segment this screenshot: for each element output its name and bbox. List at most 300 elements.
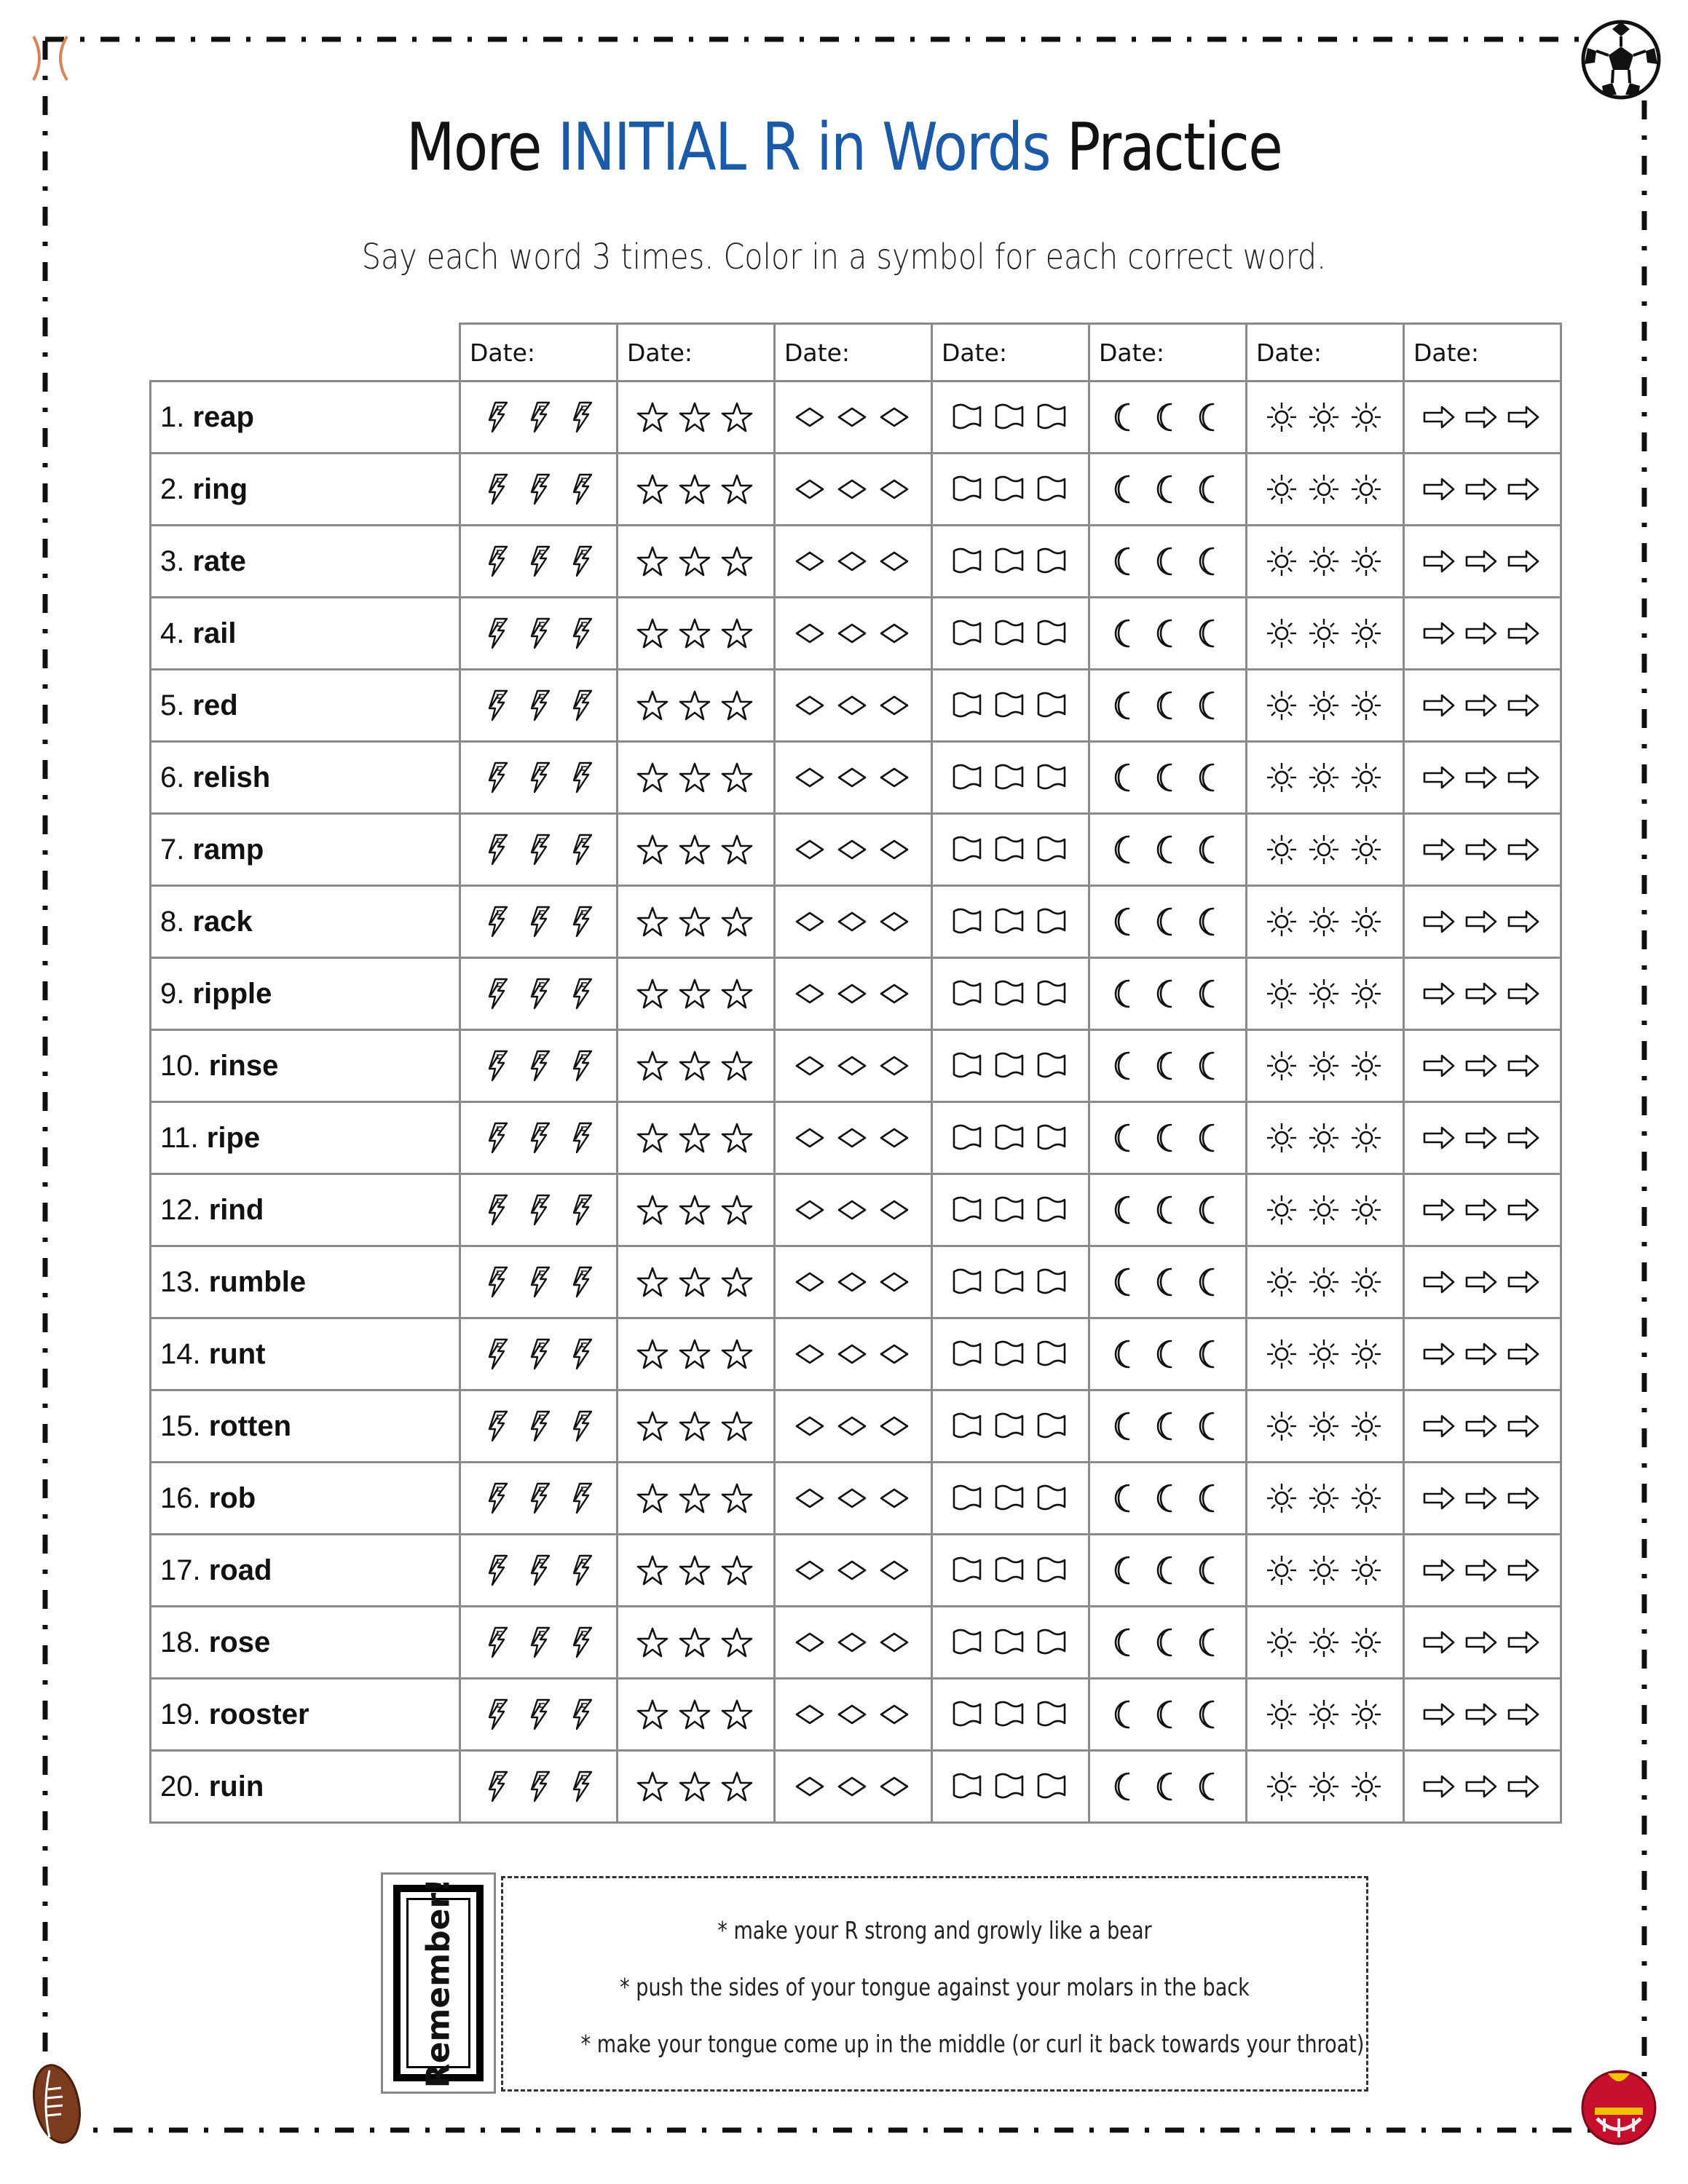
sun-icon[interactable] bbox=[1352, 691, 1381, 720]
lightning-icon[interactable] bbox=[574, 1484, 591, 1513]
arrow-icon[interactable] bbox=[1424, 1416, 1454, 1436]
lightning-icon[interactable] bbox=[532, 1051, 549, 1080]
sun-icon[interactable] bbox=[1309, 619, 1338, 648]
star-icon[interactable] bbox=[638, 1124, 667, 1152]
lightning-icon[interactable] bbox=[532, 1628, 549, 1657]
diamond-icon[interactable] bbox=[839, 697, 865, 714]
diamond-icon[interactable] bbox=[881, 1706, 907, 1723]
flag-icon[interactable] bbox=[996, 1270, 1022, 1293]
moon-icon[interactable] bbox=[1157, 981, 1170, 1007]
moon-icon[interactable] bbox=[1115, 1053, 1128, 1079]
star-icon[interactable] bbox=[722, 1268, 752, 1296]
lightning-icon[interactable] bbox=[574, 1123, 591, 1152]
star-icon[interactable] bbox=[722, 1196, 752, 1224]
arrow-icon[interactable] bbox=[1467, 479, 1496, 499]
moon-icon[interactable] bbox=[1157, 1557, 1170, 1583]
flag-icon[interactable] bbox=[996, 1774, 1022, 1797]
star-icon[interactable] bbox=[638, 1773, 667, 1800]
sun-icon[interactable] bbox=[1309, 691, 1338, 720]
sun-icon[interactable] bbox=[1309, 1772, 1338, 1801]
sun-icon[interactable] bbox=[1267, 1412, 1296, 1441]
sun-icon[interactable] bbox=[1267, 763, 1296, 792]
flag-icon[interactable] bbox=[954, 1414, 980, 1437]
sun-icon[interactable] bbox=[1352, 1340, 1381, 1369]
lightning-icon[interactable] bbox=[532, 835, 549, 864]
star-icon[interactable] bbox=[722, 1629, 752, 1656]
arrow-icon[interactable] bbox=[1509, 1560, 1538, 1580]
flag-icon[interactable] bbox=[1038, 1702, 1065, 1725]
sun-icon[interactable] bbox=[1352, 1267, 1381, 1297]
arrow-icon[interactable] bbox=[1509, 1416, 1538, 1436]
arrow-icon[interactable] bbox=[1467, 1704, 1496, 1725]
flag-icon[interactable] bbox=[954, 1702, 980, 1725]
diamond-icon[interactable] bbox=[839, 480, 865, 498]
lightning-icon[interactable] bbox=[574, 1051, 591, 1080]
diamond-icon[interactable] bbox=[881, 913, 907, 930]
flag-icon[interactable] bbox=[996, 621, 1022, 644]
moon-icon[interactable] bbox=[1199, 764, 1212, 791]
star-icon[interactable] bbox=[638, 1629, 667, 1656]
arrow-icon[interactable] bbox=[1509, 984, 1538, 1004]
sun-icon[interactable] bbox=[1309, 1700, 1338, 1729]
arrow-icon[interactable] bbox=[1424, 407, 1454, 427]
star-icon[interactable] bbox=[680, 908, 709, 935]
moon-icon[interactable] bbox=[1157, 764, 1170, 791]
flag-icon[interactable] bbox=[996, 1558, 1022, 1581]
lightning-icon[interactable] bbox=[532, 979, 549, 1008]
star-icon[interactable] bbox=[680, 1484, 709, 1512]
diamond-icon[interactable] bbox=[797, 1273, 823, 1291]
arrow-icon[interactable] bbox=[1424, 839, 1454, 860]
diamond-icon[interactable] bbox=[839, 913, 865, 930]
moon-icon[interactable] bbox=[1157, 1197, 1170, 1223]
flag-icon[interactable] bbox=[996, 981, 1022, 1005]
arrow-icon[interactable] bbox=[1467, 1560, 1496, 1580]
sun-icon[interactable] bbox=[1267, 1340, 1296, 1369]
diamond-icon[interactable] bbox=[839, 553, 865, 570]
arrow-icon[interactable] bbox=[1467, 551, 1496, 571]
arrow-icon[interactable] bbox=[1467, 1272, 1496, 1292]
arrow-icon[interactable] bbox=[1509, 1488, 1538, 1508]
arrow-icon[interactable] bbox=[1467, 695, 1496, 716]
arrow-icon[interactable] bbox=[1467, 623, 1496, 644]
diamond-icon[interactable] bbox=[797, 1634, 823, 1651]
lightning-icon[interactable] bbox=[532, 1772, 549, 1801]
diamond-icon[interactable] bbox=[881, 1201, 907, 1219]
arrow-icon[interactable] bbox=[1424, 911, 1454, 932]
flag-icon[interactable] bbox=[1038, 1774, 1065, 1797]
flag-icon[interactable] bbox=[1038, 765, 1065, 788]
lightning-icon[interactable] bbox=[574, 979, 591, 1008]
sun-icon[interactable] bbox=[1352, 835, 1381, 864]
diamond-icon[interactable] bbox=[881, 1489, 907, 1507]
lightning-icon[interactable] bbox=[532, 619, 549, 648]
star-icon[interactable] bbox=[722, 620, 752, 647]
moon-icon[interactable] bbox=[1199, 1557, 1212, 1583]
lightning-icon[interactable] bbox=[574, 1700, 591, 1729]
sun-icon[interactable] bbox=[1309, 475, 1338, 504]
lightning-icon[interactable] bbox=[574, 1628, 591, 1657]
lightning-icon[interactable] bbox=[489, 475, 507, 504]
moon-icon[interactable] bbox=[1157, 1125, 1170, 1151]
lightning-icon[interactable] bbox=[574, 547, 591, 576]
lightning-icon[interactable] bbox=[532, 1195, 549, 1224]
lightning-icon[interactable] bbox=[489, 1484, 507, 1513]
sun-icon[interactable] bbox=[1309, 1195, 1338, 1224]
lightning-icon[interactable] bbox=[574, 691, 591, 720]
lightning-icon[interactable] bbox=[574, 835, 591, 864]
star-icon[interactable] bbox=[680, 836, 709, 863]
diamond-icon[interactable] bbox=[839, 1129, 865, 1147]
arrow-icon[interactable] bbox=[1509, 1128, 1538, 1148]
flag-icon[interactable] bbox=[1038, 1486, 1065, 1509]
moon-icon[interactable] bbox=[1157, 404, 1170, 430]
sun-icon[interactable] bbox=[1352, 1700, 1381, 1729]
moon-icon[interactable] bbox=[1199, 1053, 1212, 1079]
sun-icon[interactable] bbox=[1352, 763, 1381, 792]
star-icon[interactable] bbox=[680, 1773, 709, 1800]
flag-icon[interactable] bbox=[954, 1630, 980, 1653]
sun-icon[interactable] bbox=[1267, 1123, 1296, 1152]
moon-icon[interactable] bbox=[1115, 1701, 1128, 1728]
diamond-icon[interactable] bbox=[839, 1489, 865, 1507]
lightning-icon[interactable] bbox=[574, 1556, 591, 1585]
flag-icon[interactable] bbox=[954, 621, 980, 644]
flag-icon[interactable] bbox=[996, 693, 1022, 716]
arrow-icon[interactable] bbox=[1424, 1344, 1454, 1364]
diamond-icon[interactable] bbox=[881, 1345, 907, 1363]
arrow-icon[interactable] bbox=[1509, 1704, 1538, 1725]
diamond-icon[interactable] bbox=[797, 841, 823, 858]
arrow-icon[interactable] bbox=[1424, 695, 1454, 716]
arrow-icon[interactable] bbox=[1509, 479, 1538, 499]
lightning-icon[interactable] bbox=[532, 1412, 549, 1441]
moon-icon[interactable] bbox=[1157, 1053, 1170, 1079]
arrow-icon[interactable] bbox=[1509, 623, 1538, 644]
flag-icon[interactable] bbox=[996, 477, 1022, 500]
flag-icon[interactable] bbox=[954, 1342, 980, 1365]
diamond-icon[interactable] bbox=[839, 1778, 865, 1795]
moon-icon[interactable] bbox=[1157, 836, 1170, 863]
star-icon[interactable] bbox=[722, 1124, 752, 1152]
moon-icon[interactable] bbox=[1115, 1485, 1128, 1511]
lightning-icon[interactable] bbox=[489, 1267, 507, 1297]
arrow-icon[interactable] bbox=[1424, 551, 1454, 571]
flag-icon[interactable] bbox=[954, 1558, 980, 1581]
lightning-icon[interactable] bbox=[489, 1412, 507, 1441]
sun-icon[interactable] bbox=[1309, 1412, 1338, 1441]
sun-icon[interactable] bbox=[1267, 1195, 1296, 1224]
star-icon[interactable] bbox=[680, 1629, 709, 1656]
arrow-icon[interactable] bbox=[1424, 1272, 1454, 1292]
sun-icon[interactable] bbox=[1352, 475, 1381, 504]
star-icon[interactable] bbox=[638, 1412, 667, 1440]
moon-icon[interactable] bbox=[1157, 1629, 1170, 1655]
star-icon[interactable] bbox=[638, 403, 667, 431]
arrow-icon[interactable] bbox=[1424, 1560, 1454, 1580]
diamond-icon[interactable] bbox=[797, 1562, 823, 1579]
flag-icon[interactable] bbox=[1038, 549, 1065, 572]
flag-icon[interactable] bbox=[1038, 1342, 1065, 1365]
star-icon[interactable] bbox=[722, 908, 752, 935]
star-icon[interactable] bbox=[722, 764, 752, 791]
star-icon[interactable] bbox=[680, 1052, 709, 1080]
arrow-icon[interactable] bbox=[1467, 839, 1496, 860]
star-icon[interactable] bbox=[722, 692, 752, 719]
flag-icon[interactable] bbox=[1038, 693, 1065, 716]
moon-icon[interactable] bbox=[1199, 1125, 1212, 1151]
diamond-icon[interactable] bbox=[839, 1417, 865, 1435]
diamond-icon[interactable] bbox=[839, 1345, 865, 1363]
star-icon[interactable] bbox=[680, 980, 709, 1008]
lightning-icon[interactable] bbox=[532, 907, 549, 936]
star-icon[interactable] bbox=[680, 475, 709, 503]
diamond-icon[interactable] bbox=[797, 1057, 823, 1075]
arrow-icon[interactable] bbox=[1467, 1128, 1496, 1148]
lightning-icon[interactable] bbox=[489, 907, 507, 936]
arrow-icon[interactable] bbox=[1509, 407, 1538, 427]
moon-icon[interactable] bbox=[1199, 476, 1212, 502]
diamond-icon[interactable] bbox=[797, 480, 823, 498]
sun-icon[interactable] bbox=[1309, 763, 1338, 792]
moon-icon[interactable] bbox=[1199, 1629, 1212, 1655]
arrow-icon[interactable] bbox=[1509, 695, 1538, 716]
lightning-icon[interactable] bbox=[532, 475, 549, 504]
lightning-icon[interactable] bbox=[489, 1051, 507, 1080]
diamond-icon[interactable] bbox=[881, 1273, 907, 1291]
diamond-icon[interactable] bbox=[797, 697, 823, 714]
moon-icon[interactable] bbox=[1199, 836, 1212, 863]
moon-icon[interactable] bbox=[1115, 1773, 1128, 1800]
flag-icon[interactable] bbox=[1038, 1630, 1065, 1653]
moon-icon[interactable] bbox=[1115, 836, 1128, 863]
diamond-icon[interactable] bbox=[881, 408, 907, 426]
arrow-icon[interactable] bbox=[1424, 1128, 1454, 1148]
lightning-icon[interactable] bbox=[489, 691, 507, 720]
moon-icon[interactable] bbox=[1199, 909, 1212, 935]
sun-icon[interactable] bbox=[1352, 979, 1381, 1008]
moon-icon[interactable] bbox=[1157, 1341, 1170, 1367]
lightning-icon[interactable] bbox=[489, 763, 507, 792]
sun-icon[interactable] bbox=[1267, 1267, 1296, 1297]
star-icon[interactable] bbox=[638, 547, 667, 575]
flag-icon[interactable] bbox=[954, 1270, 980, 1293]
star-icon[interactable] bbox=[680, 547, 709, 575]
lightning-icon[interactable] bbox=[574, 403, 591, 432]
diamond-icon[interactable] bbox=[881, 1129, 907, 1147]
flag-icon[interactable] bbox=[996, 1702, 1022, 1725]
diamond-icon[interactable] bbox=[881, 697, 907, 714]
sun-icon[interactable] bbox=[1267, 1484, 1296, 1513]
flag-icon[interactable] bbox=[1038, 909, 1065, 933]
sun-icon[interactable] bbox=[1309, 1340, 1338, 1369]
moon-icon[interactable] bbox=[1115, 1413, 1128, 1439]
lightning-icon[interactable] bbox=[532, 1123, 549, 1152]
star-icon[interactable] bbox=[680, 1340, 709, 1368]
diamond-icon[interactable] bbox=[881, 625, 907, 642]
sun-icon[interactable] bbox=[1267, 403, 1296, 432]
star-icon[interactable] bbox=[722, 1052, 752, 1080]
diamond-icon[interactable] bbox=[881, 841, 907, 858]
sun-icon[interactable] bbox=[1309, 1267, 1338, 1297]
moon-icon[interactable] bbox=[1115, 1197, 1128, 1223]
sun-icon[interactable] bbox=[1352, 1195, 1381, 1224]
moon-icon[interactable] bbox=[1157, 548, 1170, 574]
sun-icon[interactable] bbox=[1309, 547, 1338, 576]
diamond-icon[interactable] bbox=[797, 913, 823, 930]
flag-icon[interactable] bbox=[1038, 1053, 1065, 1077]
star-icon[interactable] bbox=[722, 1701, 752, 1728]
sun-icon[interactable] bbox=[1267, 907, 1296, 936]
star-icon[interactable] bbox=[638, 1340, 667, 1368]
moon-icon[interactable] bbox=[1157, 909, 1170, 935]
flag-icon[interactable] bbox=[954, 549, 980, 572]
star-icon[interactable] bbox=[680, 620, 709, 647]
lightning-icon[interactable] bbox=[532, 691, 549, 720]
star-icon[interactable] bbox=[680, 1701, 709, 1728]
moon-icon[interactable] bbox=[1199, 1197, 1212, 1223]
flag-icon[interactable] bbox=[1038, 1558, 1065, 1581]
arrow-icon[interactable] bbox=[1509, 1344, 1538, 1364]
star-icon[interactable] bbox=[638, 980, 667, 1008]
flag-icon[interactable] bbox=[996, 1125, 1022, 1149]
lightning-icon[interactable] bbox=[574, 619, 591, 648]
star-icon[interactable] bbox=[680, 1412, 709, 1440]
diamond-icon[interactable] bbox=[839, 769, 865, 786]
moon-icon[interactable] bbox=[1115, 981, 1128, 1007]
arrow-icon[interactable] bbox=[1424, 984, 1454, 1004]
diamond-icon[interactable] bbox=[839, 841, 865, 858]
diamond-icon[interactable] bbox=[797, 985, 823, 1002]
moon-icon[interactable] bbox=[1199, 1341, 1212, 1367]
sun-icon[interactable] bbox=[1309, 403, 1338, 432]
star-icon[interactable] bbox=[722, 1340, 752, 1368]
moon-icon[interactable] bbox=[1157, 476, 1170, 502]
sun-icon[interactable] bbox=[1309, 1556, 1338, 1585]
star-icon[interactable] bbox=[722, 1484, 752, 1512]
star-icon[interactable] bbox=[680, 692, 709, 719]
flag-icon[interactable] bbox=[996, 1053, 1022, 1077]
arrow-icon[interactable] bbox=[1467, 1344, 1496, 1364]
star-icon[interactable] bbox=[638, 1196, 667, 1224]
moon-icon[interactable] bbox=[1157, 1269, 1170, 1295]
diamond-icon[interactable] bbox=[839, 985, 865, 1002]
arrow-icon[interactable] bbox=[1424, 1056, 1454, 1076]
lightning-icon[interactable] bbox=[532, 1556, 549, 1585]
star-icon[interactable] bbox=[722, 403, 752, 431]
flag-icon[interactable] bbox=[954, 1125, 980, 1149]
sun-icon[interactable] bbox=[1352, 1484, 1381, 1513]
moon-icon[interactable] bbox=[1199, 1773, 1212, 1800]
star-icon[interactable] bbox=[680, 764, 709, 791]
diamond-icon[interactable] bbox=[797, 1778, 823, 1795]
star-icon[interactable] bbox=[722, 980, 752, 1008]
lightning-icon[interactable] bbox=[489, 547, 507, 576]
moon-icon[interactable] bbox=[1157, 1485, 1170, 1511]
star-icon[interactable] bbox=[680, 1268, 709, 1296]
moon-icon[interactable] bbox=[1115, 1269, 1128, 1295]
star-icon[interactable] bbox=[722, 1412, 752, 1440]
lightning-icon[interactable] bbox=[574, 1772, 591, 1801]
sun-icon[interactable] bbox=[1352, 1051, 1381, 1080]
lightning-icon[interactable] bbox=[489, 1700, 507, 1729]
star-icon[interactable] bbox=[722, 1556, 752, 1584]
sun-icon[interactable] bbox=[1267, 835, 1296, 864]
star-icon[interactable] bbox=[680, 1556, 709, 1584]
lightning-icon[interactable] bbox=[532, 547, 549, 576]
lightning-icon[interactable] bbox=[532, 1700, 549, 1729]
arrow-icon[interactable] bbox=[1424, 1704, 1454, 1725]
moon-icon[interactable] bbox=[1115, 1557, 1128, 1583]
moon-icon[interactable] bbox=[1157, 620, 1170, 646]
diamond-icon[interactable] bbox=[839, 1057, 865, 1075]
diamond-icon[interactable] bbox=[797, 1129, 823, 1147]
moon-icon[interactable] bbox=[1199, 981, 1212, 1007]
arrow-icon[interactable] bbox=[1467, 1776, 1496, 1797]
arrow-icon[interactable] bbox=[1424, 479, 1454, 499]
moon-icon[interactable] bbox=[1157, 1701, 1170, 1728]
star-icon[interactable] bbox=[680, 1196, 709, 1224]
flag-icon[interactable] bbox=[996, 1414, 1022, 1437]
diamond-icon[interactable] bbox=[881, 553, 907, 570]
star-icon[interactable] bbox=[638, 1701, 667, 1728]
lightning-icon[interactable] bbox=[574, 475, 591, 504]
diamond-icon[interactable] bbox=[881, 1634, 907, 1651]
flag-icon[interactable] bbox=[1038, 477, 1065, 500]
sun-icon[interactable] bbox=[1352, 1772, 1381, 1801]
flag-icon[interactable] bbox=[954, 1774, 980, 1797]
arrow-icon[interactable] bbox=[1467, 767, 1496, 788]
moon-icon[interactable] bbox=[1115, 620, 1128, 646]
diamond-icon[interactable] bbox=[797, 553, 823, 570]
diamond-icon[interactable] bbox=[797, 1345, 823, 1363]
star-icon[interactable] bbox=[680, 1124, 709, 1152]
arrow-icon[interactable] bbox=[1424, 623, 1454, 644]
diamond-icon[interactable] bbox=[839, 1201, 865, 1219]
arrow-icon[interactable] bbox=[1509, 551, 1538, 571]
arrow-icon[interactable] bbox=[1467, 1056, 1496, 1076]
diamond-icon[interactable] bbox=[839, 1634, 865, 1651]
diamond-icon[interactable] bbox=[881, 1417, 907, 1435]
lightning-icon[interactable] bbox=[532, 1340, 549, 1369]
sun-icon[interactable] bbox=[1309, 1051, 1338, 1080]
lightning-icon[interactable] bbox=[574, 1195, 591, 1224]
flag-icon[interactable] bbox=[1038, 837, 1065, 860]
lightning-icon[interactable] bbox=[574, 763, 591, 792]
moon-icon[interactable] bbox=[1199, 1269, 1212, 1295]
sun-icon[interactable] bbox=[1267, 547, 1296, 576]
diamond-icon[interactable] bbox=[839, 625, 865, 642]
star-icon[interactable] bbox=[638, 836, 667, 863]
moon-icon[interactable] bbox=[1199, 620, 1212, 646]
moon-icon[interactable] bbox=[1115, 404, 1128, 430]
diamond-icon[interactable] bbox=[797, 769, 823, 786]
star-icon[interactable] bbox=[638, 620, 667, 647]
moon-icon[interactable] bbox=[1115, 692, 1128, 719]
star-icon[interactable] bbox=[722, 836, 752, 863]
lightning-icon[interactable] bbox=[489, 1195, 507, 1224]
arrow-icon[interactable] bbox=[1424, 1776, 1454, 1797]
star-icon[interactable] bbox=[638, 1052, 667, 1080]
flag-icon[interactable] bbox=[996, 1342, 1022, 1365]
arrow-icon[interactable] bbox=[1467, 1416, 1496, 1436]
sun-icon[interactable] bbox=[1267, 1772, 1296, 1801]
flag-icon[interactable] bbox=[954, 1053, 980, 1077]
flag-icon[interactable] bbox=[996, 405, 1022, 428]
arrow-icon[interactable] bbox=[1424, 1488, 1454, 1508]
lightning-icon[interactable] bbox=[489, 1772, 507, 1801]
star-icon[interactable] bbox=[638, 908, 667, 935]
